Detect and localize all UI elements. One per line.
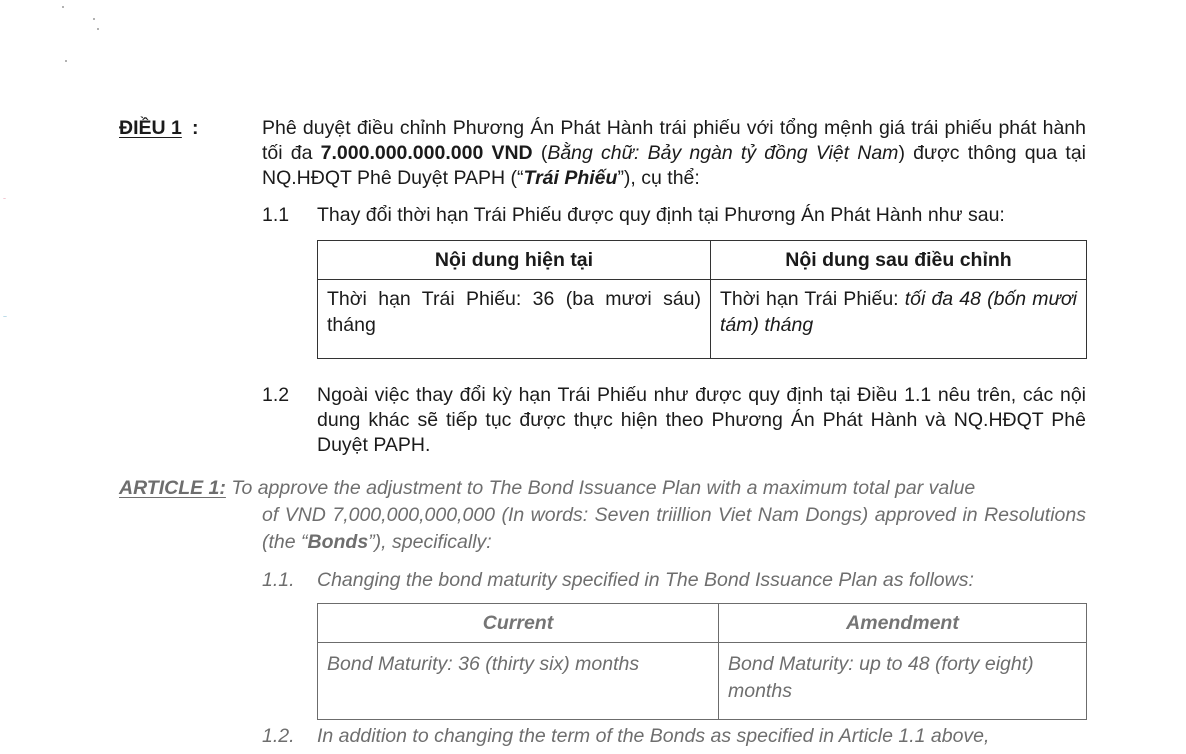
scan-speck [3,198,6,199]
scan-speck [3,316,7,317]
scan-speck [65,60,67,62]
sub-clause-vi-1-1 [262,203,1086,228]
table-header-current: Nội dung hiện tại [318,241,711,280]
article-en-label: ARTICLE 1: [119,477,226,499]
table-header-current: Current [318,604,719,643]
scan-speck [62,6,64,8]
defined-term-en: Bonds [307,531,369,553]
clause-number: 1.1 [262,204,290,226]
clause-number: 1.2 [262,384,290,406]
clause-text: Thay đổi thời hạn Trái Phiếu được quy định tại Phương Án Phát Hành như sau: [317,204,1005,226]
sub-clause-en-1-1 [262,567,1086,594]
table-cell-current: Bond Maturity: 36 (thirty six) months [318,643,719,720]
clause-text: In addition to changing the term of the Bonds as specified in Article 1.1 above, [317,725,990,747]
clause-number: 1.1. [262,569,295,591]
clause-text: Changing the bond maturity specified in The Bond Issuance Plan as follows: [317,569,974,591]
scan-speck [97,28,99,30]
amount-text: 7.000.000.000.000 VND [320,142,533,164]
clause-number: 1.2. [262,725,295,747]
table-header-amendment: Nội dung sau điều chỉnh [711,241,1087,280]
amount-in-words: Bằng chữ: Bảy ngàn tỷ đồng Việt Nam [547,142,899,164]
scan-speck [93,18,95,20]
maturity-table-en [317,603,1087,720]
article-vi-text: Phê duyệt điều chỉnh Phương Án Phát Hành trái phiếu với tổng mệnh giá trái phiếu phát hành tối đa 7.000.000.000.000 VND (Bằng chữ: Bảy ngàn tỷ đồng Việt Nam) được thông qua tại NQ.HĐQT Phê Duyệt PAPH (“Trái Phiếu”), cụ thể: [262,117,1086,189]
sub-clause-vi-1-2 [262,383,1086,458]
clause-text: Ngoài việc thay đổi kỳ hạn Trái Phiếu như được quy định tại Điều 1.1 nêu trên, các nội dung khác sẽ tiếp tục được thực hiện theo Phương Án Phát Hành và NQ.HĐQT Phê Duyệt PAPH. [317,384,1086,456]
maturity-table-vi [317,240,1087,359]
sub-clause-en-1-2 [262,723,1086,750]
defined-term-vi: Trái Phiếu [523,167,618,189]
table-cell-current: Thời hạn Trái Phiếu: 36 (ba mươi sáu) tháng [318,280,711,359]
table-header-amendment: Amendment [719,604,1087,643]
article-vi-colon: : [192,117,199,139]
article-vi-label: ĐIỀU 1 [119,117,182,139]
article-en-text: ARTICLE 1: To approve the adjustment to The Bond Issuance Plan with a maximum total par value of VND 7,000,000,000,000 (In words: Seven triillion Viet Nam Dongs) approved in Resolutions (the “Bonds”), specifically: [119,477,1086,553]
table-cell-amendment: Bond Maturity: up to 48 (forty eight) months [719,643,1087,720]
table-cell-amendment: Thời hạn Trái Phiếu: tối đa 48 (bốn mươi tám) tháng [711,280,1087,359]
